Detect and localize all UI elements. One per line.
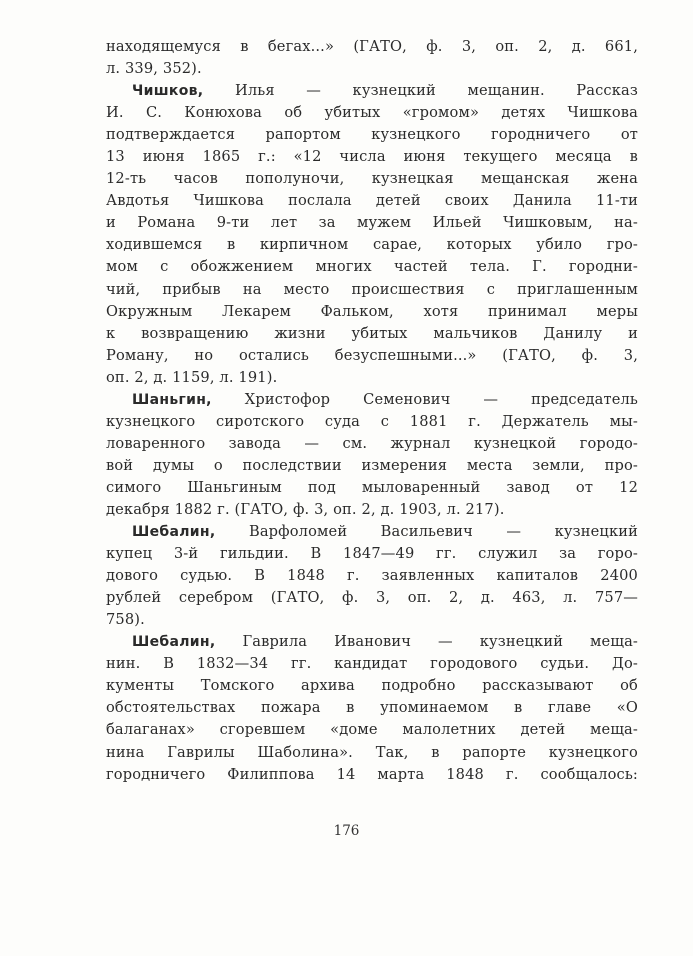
entry-shebalin-varfolomey [106, 521, 638, 631]
text-line: вой думы о последствии измерения места земли, про- [106, 456, 638, 474]
entry-shangin [106, 389, 638, 521]
text-line: ловаренного завода — см. журнал кузнецкой городо- [106, 434, 638, 452]
text-line: Авдотья Чишкова послала детей своих Данила 11-ти [106, 192, 638, 210]
text-line: ходившемся в кирпичном сарае, которых убило гро- [106, 236, 638, 254]
entry-name: Шебалин, [132, 634, 216, 651]
text-line: находящемуся в бегах...» (ГАТО, ф. 3, оп. 2, д. 661, [106, 38, 638, 55]
text-line: нина Гаврилы Шаболина». Так, в рапорте кузнецкого [106, 743, 638, 761]
entry-shebalin-gavrila [106, 631, 638, 785]
entry-first-line-text: Варфоломей Васильевич — кузнецкий [248, 523, 638, 541]
text-line: балаганах» сгоревшем «доме малолетних детей меща- [106, 721, 638, 739]
entry-name: Шаньгин, [132, 391, 212, 408]
text-line: Окружным Лекарем Фальком, хотя принимал меры [106, 302, 638, 320]
text-line: и Романа 9-ти лет за мужем Ильей Чишковым, на- [106, 214, 638, 232]
text-line: обстоятельствах пожара в упоминаемом в главе «О [106, 699, 638, 717]
text-line: чий, прибыв на место происшествия с приглашенным [106, 280, 638, 298]
text-line: кументы Томского архива подробно рассказывают об [106, 677, 638, 695]
entry-first-line-text: Христофор Семенович — председатель [244, 390, 638, 408]
text-line: 12-ть часов пополуночи, кузнецкая мещанская жена [106, 170, 638, 188]
text-line: И. С. Конюхова об убитых «громом» детях Чишкова [106, 104, 638, 122]
text-line: 13 июня 1865 г.: «12 числа июня текущего месяца в [106, 148, 638, 166]
text-line: Роману, но остались безуспешными...» (ГАТО, ф. 3, [106, 346, 638, 364]
entry-first-line-text: Гаврила Иванович — кузнецкий меща- [242, 633, 638, 651]
text-line: городничего Филиппова 14 марта 1848 г. сообщалось: [106, 765, 638, 783]
text-line: 758). [106, 611, 145, 629]
intro-paragraph [106, 36, 638, 80]
entry-first-line [106, 631, 638, 653]
text-line: купец 3-й гильдии. В 1847—49 гг. служил за горо- [106, 545, 638, 563]
text-line: симого Шаньгиным под мыловаренный завод от 12 [106, 478, 638, 496]
text-line: нин. В 1832—34 гг. кандидат городового судьи. До- [106, 655, 638, 673]
text-line: кузнецкого сиротского суда с 1881 г. Держатель мы- [106, 412, 638, 430]
text-line: л. 339, 352). [106, 60, 202, 78]
text-line: мом с обожжением многих частей тела. Г. городни- [106, 258, 638, 276]
entry-first-line [106, 521, 638, 543]
text-line: рублей серебром (ГАТО, ф. 3, оп. 2, д. 463, л. 757— [106, 589, 638, 607]
text-line: подтверждается рапортом кузнецкого городничего от [106, 126, 638, 144]
text-line: дового судью. В 1848 г. заявленных капиталов 2400 [106, 567, 638, 585]
text-line: оп. 2, д. 1159, л. 191). [106, 368, 278, 386]
entry-chishkov [106, 80, 638, 389]
page-number: 176 [333, 823, 360, 839]
entry-first-line-text: Илья — кузнецкий мещанин. Рассказ [234, 82, 638, 100]
entry-first-line [106, 80, 638, 102]
entry-name: Шебалин, [132, 524, 216, 541]
text-line: декабря 1882 г. (ГАТО, ф. 3, оп. 2, д. 1903, л. 217). [106, 500, 505, 518]
text-line: к возвращению жизни убитых мальчиков Данилу и [106, 324, 638, 342]
body-text [106, 36, 638, 786]
entry-name: Чишков, [132, 83, 204, 100]
entry-first-line [106, 389, 638, 411]
